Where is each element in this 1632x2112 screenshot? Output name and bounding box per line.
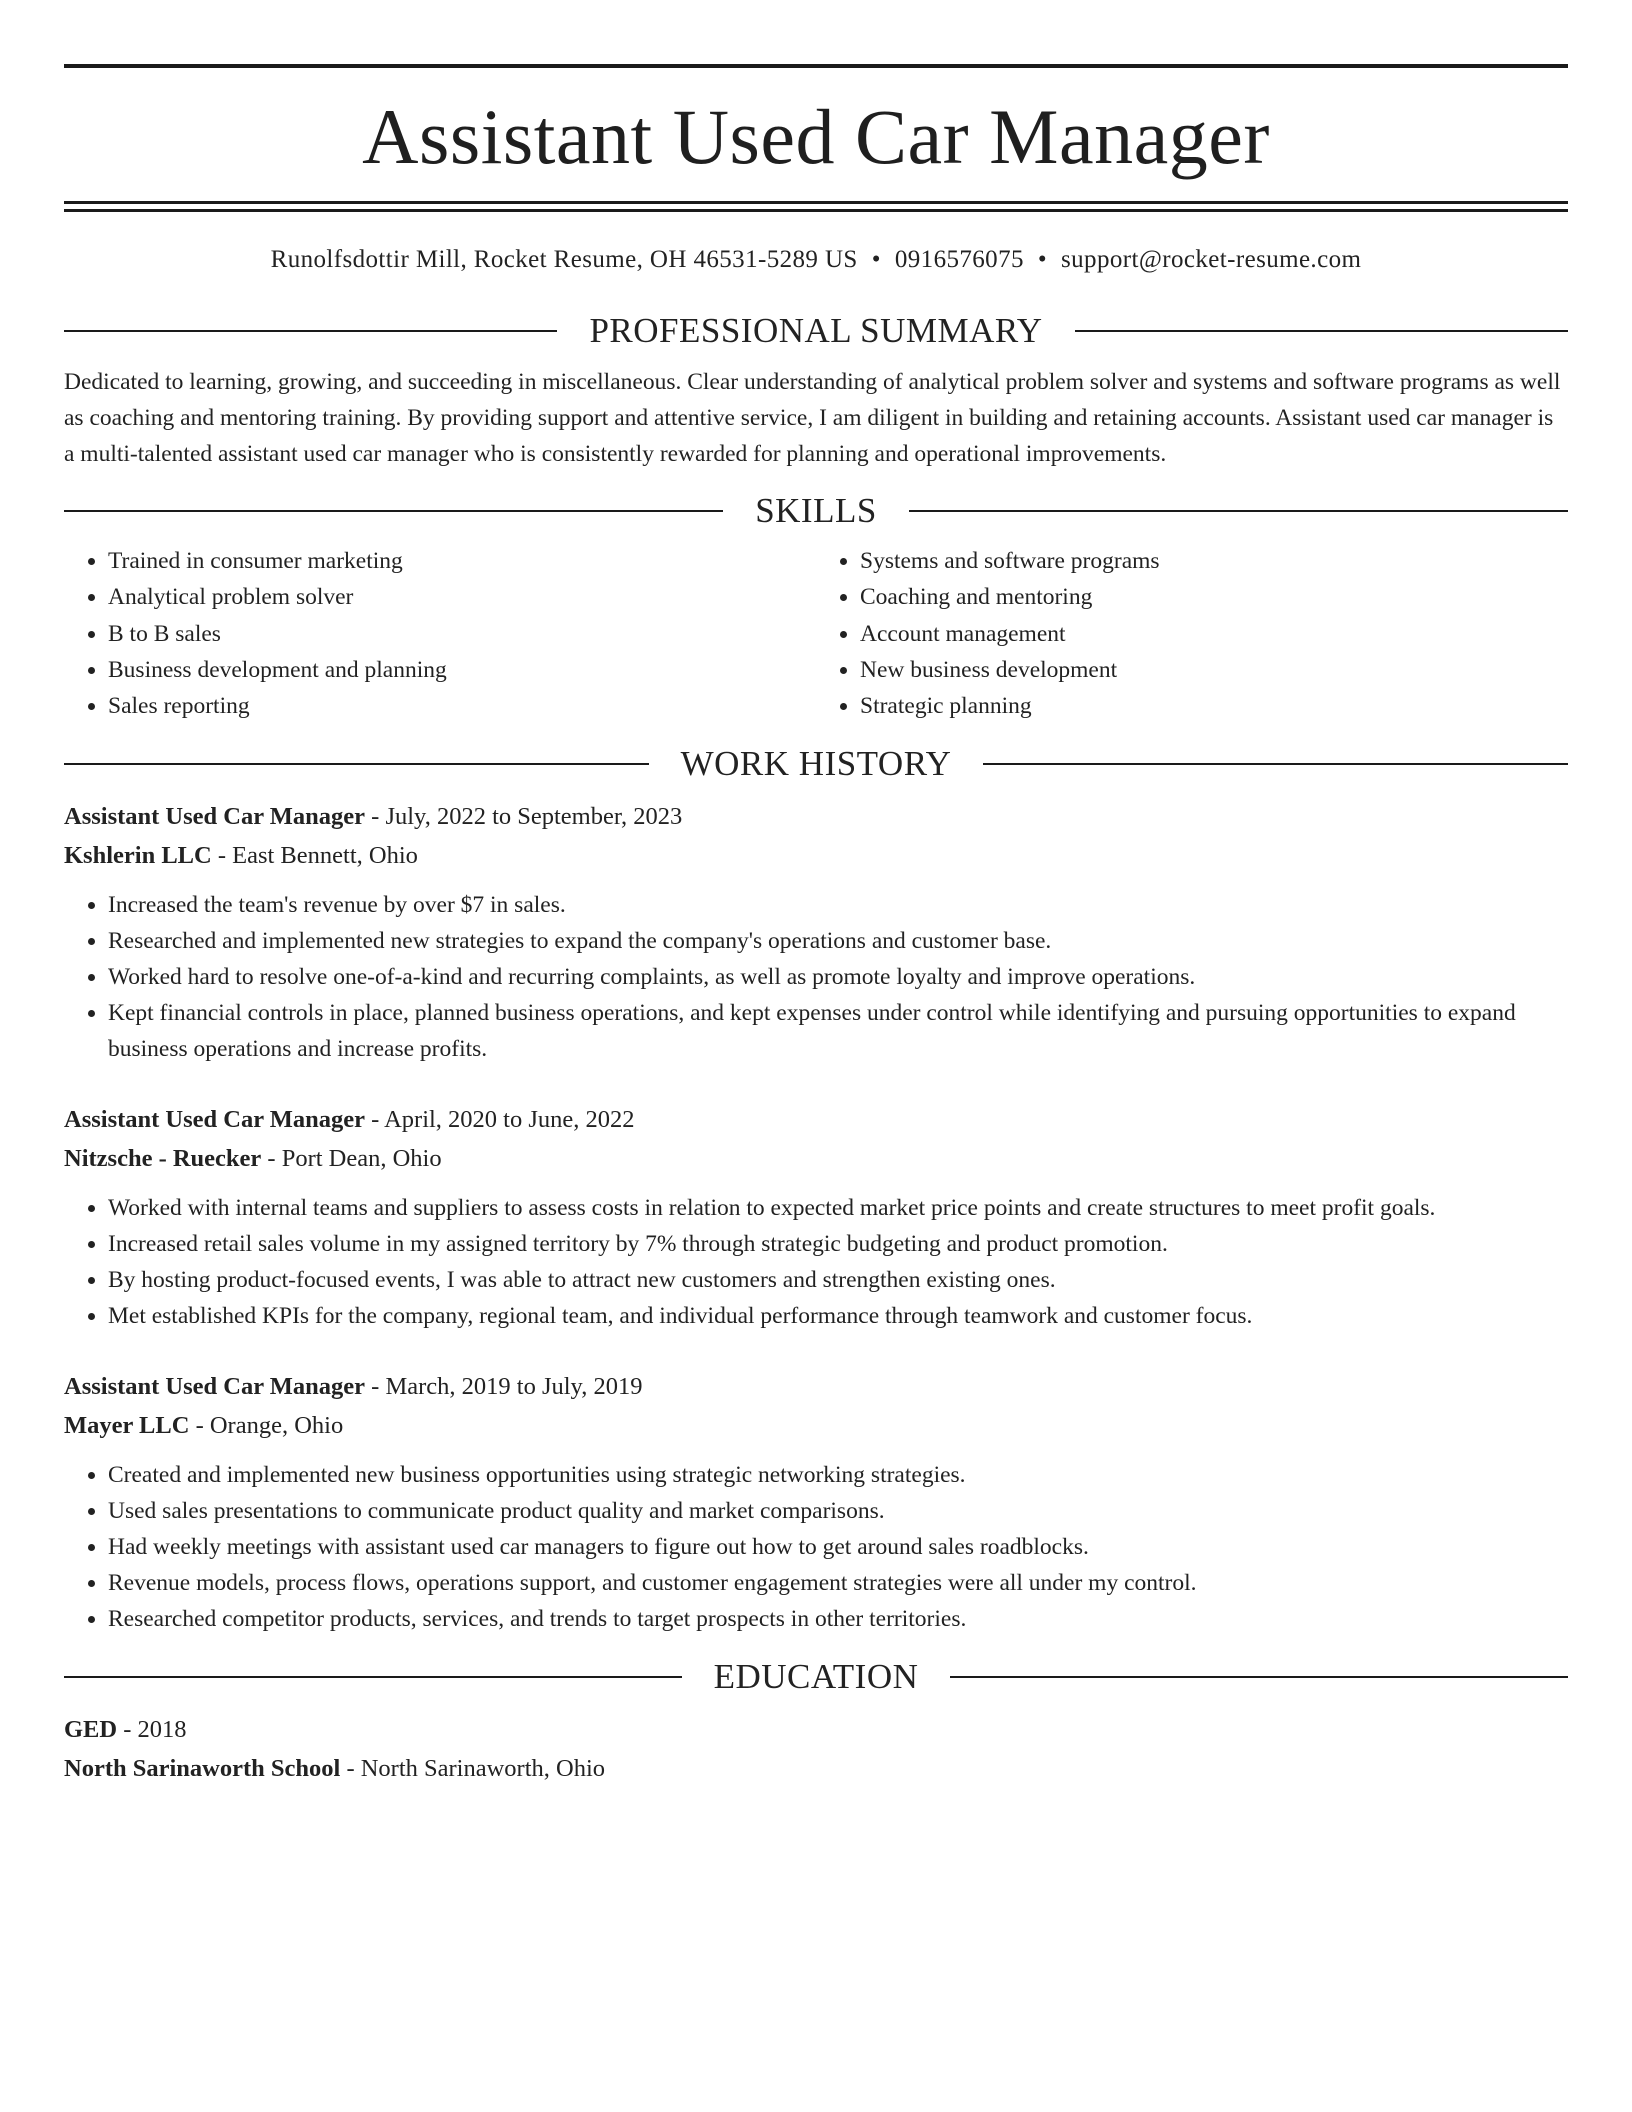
skills-heading	[64, 493, 1568, 528]
job-bullet: • Used sales presentations to communicate product quality and market comparisons.	[108, 1493, 1568, 1529]
contact-line	[64, 246, 1568, 276]
contact-email: support@rocket-resume.com	[1061, 246, 1362, 273]
contact-separator: •	[1037, 246, 1048, 273]
page-title: Assistant Used Car Manager	[362, 93, 1270, 180]
job-entry	[64, 797, 1568, 1067]
skills-heading-label: SKILLS	[755, 491, 877, 530]
job-location: - Port Dean, Ohio	[261, 1145, 442, 1173]
summary-heading	[64, 313, 1568, 348]
job-title-line	[64, 1100, 1568, 1139]
job-bullet: • Kept financial controls in place, planned business operations, and kept expenses under control while identifying and pursuing opportunities to expand business operations and increase profits.	[108, 995, 1568, 1067]
heading-rule-left	[64, 763, 649, 765]
job-dates: - April, 2020 to June, 2022	[365, 1106, 635, 1134]
skill-item: • New business development	[860, 652, 1568, 688]
skill-item: • B to B sales	[108, 616, 816, 652]
contact-separator: •	[871, 246, 881, 273]
job-company: Kshlerin LLC	[64, 842, 212, 870]
contact-address: Runolfsdottir Mill, Rocket Resume, OH 46531-5289 US	[270, 246, 858, 273]
skill-item: • Systems and software programs	[860, 543, 1568, 579]
job-company-line	[64, 836, 1568, 875]
education-heading-label: EDUCATION	[713, 1657, 919, 1697]
job-company-line	[64, 1406, 1568, 1445]
header-double-rule	[64, 201, 1568, 212]
job-bullets	[64, 1457, 1568, 1637]
education-entry	[64, 1710, 1568, 1788]
job-bullets	[64, 1190, 1568, 1334]
education-degree: GED	[64, 1716, 118, 1744]
skills-list	[64, 543, 1568, 724]
job-location: - Orange, Ohio	[189, 1412, 344, 1440]
job-company: Nitzsche - Ruecker	[64, 1145, 262, 1173]
resume-page	[64, 64, 1568, 1788]
education-degree-line	[64, 1710, 1568, 1749]
summary-heading-label: PROFESSIONAL SUMMARY	[589, 311, 1043, 350]
skill-item: • Strategic planning	[860, 688, 1568, 724]
job-bullets	[64, 887, 1568, 1067]
education-heading	[64, 1657, 1568, 1697]
skill-item: • Coaching and mentoring	[860, 579, 1568, 615]
job-company: Mayer LLC	[64, 1412, 190, 1440]
skill-item: • Analytical problem solver	[108, 579, 816, 615]
job-bullet: • Increased retail sales volume in my assigned territory by 7% through strategic budgeting and product promotion.	[108, 1226, 1568, 1262]
heading-rule-right	[983, 763, 1568, 765]
skill-item: • Business development and planning	[108, 652, 816, 688]
job-title: Assistant Used Car Manager	[64, 803, 366, 831]
work-heading-label: WORK HISTORY	[680, 744, 952, 784]
job-title-line	[64, 797, 1568, 836]
education-location: - North Sarinaworth, Ohio	[340, 1755, 606, 1783]
work-heading	[64, 744, 1568, 784]
skills-column-left	[64, 543, 816, 724]
job-bullet: • Revenue models, process flows, operations support, and customer engagement strategies were all under my control.	[108, 1565, 1568, 1601]
heading-rule-left	[64, 1676, 682, 1678]
contact-phone: 0916576075	[894, 246, 1024, 273]
job-bullet: • Worked with internal teams and suppliers to assess costs in relation to expected market price points and create structures to meet profit goals.	[108, 1190, 1568, 1226]
job-bullet: • Had weekly meetings with assistant used car managers to figure out how to get around sales roadblocks.	[108, 1529, 1568, 1565]
job-dates: - March, 2019 to July, 2019	[365, 1373, 643, 1401]
job-bullet: • By hosting product-focused events, I was able to attract new customers and strengthen existing ones.	[108, 1262, 1568, 1298]
job-location: - East Bennett, Ohio	[211, 842, 418, 870]
job-bullet: • Met established KPIs for the company, regional team, and individual performance through teamwork and customer focus.	[108, 1298, 1568, 1334]
job-entry	[64, 1100, 1568, 1334]
job-title-line	[64, 1367, 1568, 1406]
job-title: Assistant Used Car Manager	[64, 1373, 366, 1401]
header-top-rule	[64, 64, 1568, 68]
heading-rule-right	[909, 510, 1568, 512]
heading-rule-right	[950, 1676, 1568, 1678]
summary-text: Dedicated to learning, growing, and succeeding in miscellaneous. Clear understanding of analytical problem solver and systems and software programs as well as coaching and mentoring training. By providing support and attentive service, I am diligent in building and retaining accounts. Assistant used car manager is a multi-talented assistant used car manager who is consistently rewarded for planning and operational improvements.	[64, 369, 1561, 467]
job-company-line	[64, 1139, 1568, 1178]
job-dates: - July, 2022 to September, 2023	[365, 803, 683, 831]
skill-item: • Account management	[860, 616, 1568, 652]
job-bullet: • Created and implemented new business opportunities using strategic networking strategies.	[108, 1457, 1568, 1493]
job-title: Assistant Used Car Manager	[64, 1106, 366, 1134]
education-year: - 2018	[117, 1716, 187, 1744]
heading-rule-right	[1075, 330, 1568, 332]
skills-column-right	[816, 543, 1568, 724]
heading-rule-left	[64, 510, 723, 512]
skill-item: • Trained in consumer marketing	[108, 543, 816, 579]
heading-rule-left	[64, 330, 557, 332]
job-bullet: • Researched competitor products, services, and trends to target prospects in other territories.	[108, 1601, 1568, 1637]
job-bullet: • Worked hard to resolve one-of-a-kind and recurring complaints, as well as promote loyalty and improve operations.	[108, 959, 1568, 995]
education-school-line	[64, 1749, 1568, 1788]
skill-item: • Sales reporting	[108, 688, 816, 724]
job-bullet: • Researched and implemented new strategies to expand the company's operations and customer base.	[108, 923, 1568, 959]
education-school: North Sarinaworth School	[64, 1755, 341, 1783]
job-bullet: • Increased the team's revenue by over $7 in sales.	[108, 887, 1568, 923]
job-entry	[64, 1367, 1568, 1637]
